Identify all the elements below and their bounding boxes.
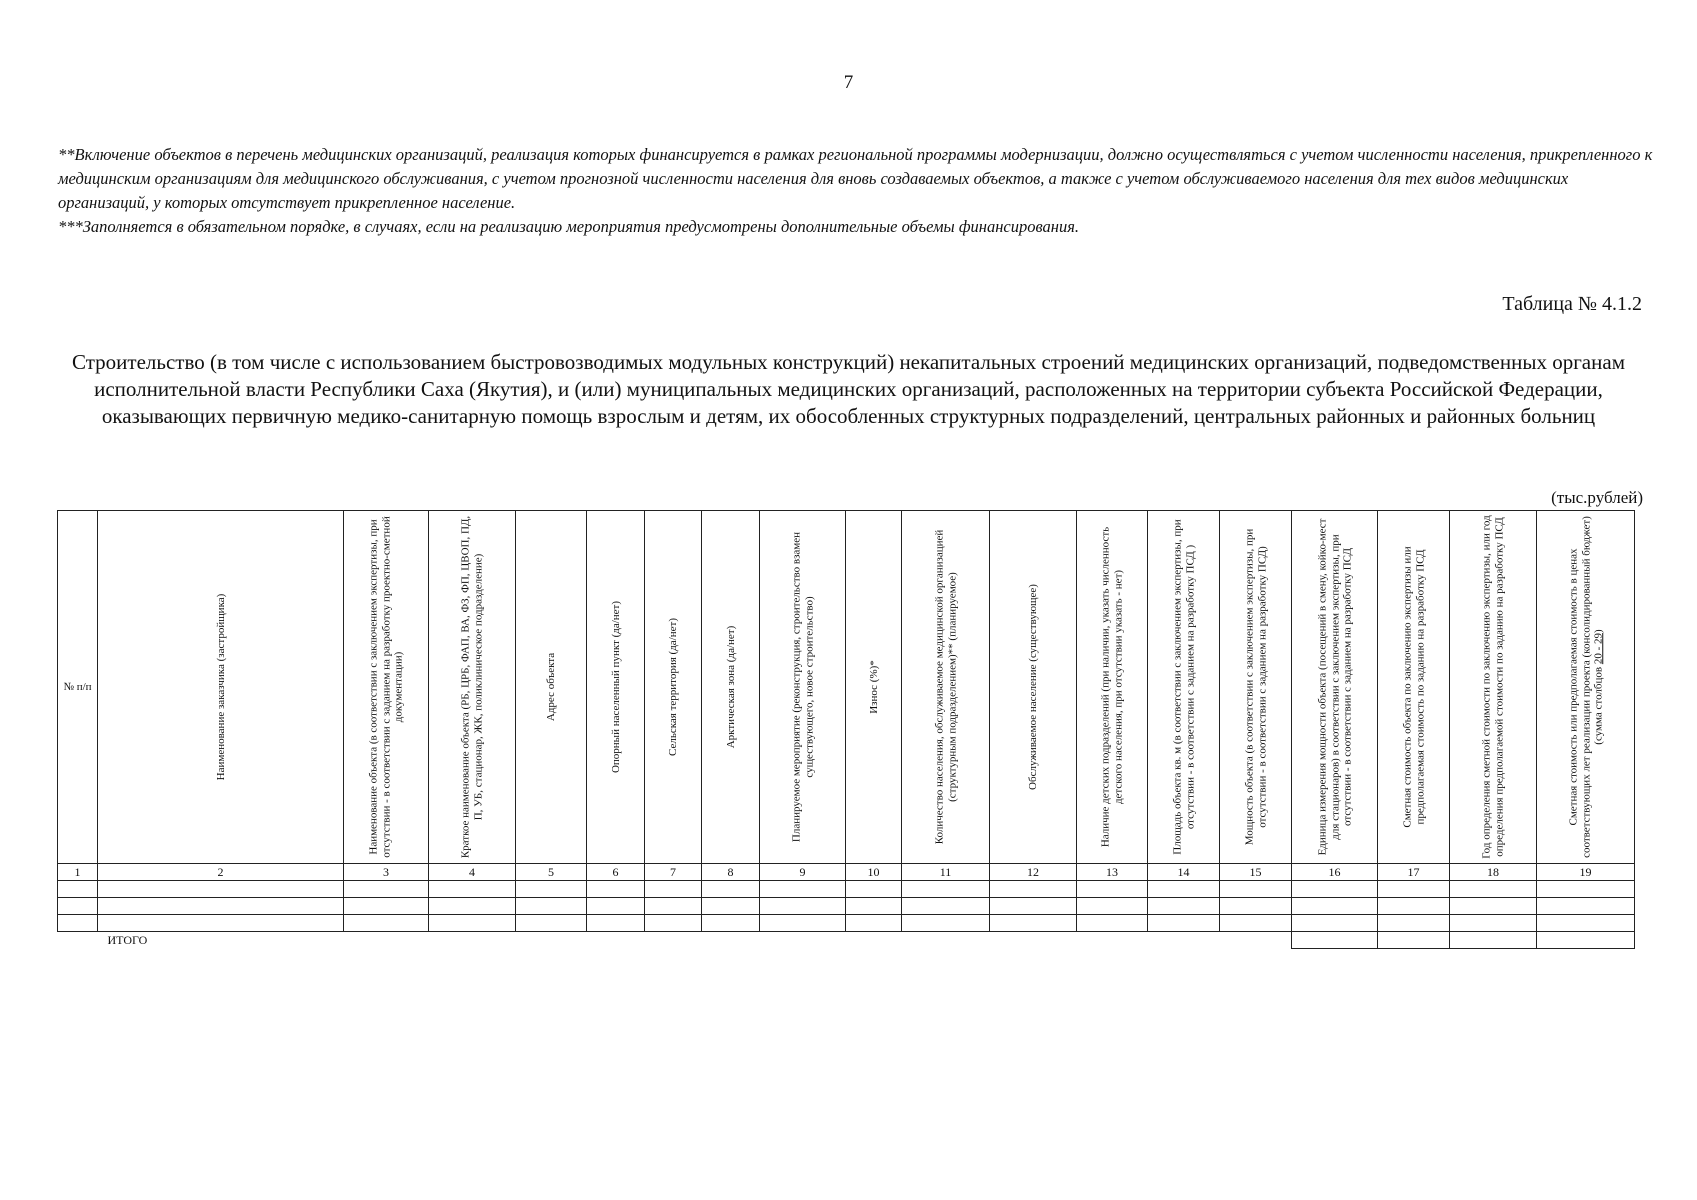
table-cell bbox=[1220, 915, 1292, 932]
table-cell bbox=[1537, 898, 1635, 915]
header-text: Сметная стоимость объекта по заключению экспертизы или предполагаемая стоимость по заданию на разработку ПСД bbox=[1401, 546, 1426, 828]
header-cell bbox=[1450, 511, 1537, 864]
table-cell bbox=[1537, 915, 1635, 932]
table-cell bbox=[702, 881, 760, 898]
table-cell bbox=[1077, 898, 1148, 915]
column-number: 4 bbox=[429, 864, 516, 881]
column-number-row bbox=[58, 864, 1635, 881]
table-cell bbox=[587, 915, 645, 932]
header-cell bbox=[846, 511, 902, 864]
table-row bbox=[58, 898, 1635, 915]
table-cell bbox=[344, 881, 429, 898]
header-column-ref: 20 - 29 bbox=[1591, 632, 1604, 665]
column-number: 14 bbox=[1148, 864, 1220, 881]
table-cell bbox=[1148, 881, 1220, 898]
header-text: Наименование объекта (в соответствии с заключением экспертизы, при отсутствии - в соответствии с заданием на разработку проектно-сметной документации) bbox=[367, 516, 405, 858]
column-number: 9 bbox=[760, 864, 846, 881]
table-cell bbox=[1450, 881, 1537, 898]
header-cell bbox=[902, 511, 990, 864]
footnote-additional-financing: ***Заполняется в обязательном порядке, в случаях, если на реализацию мероприятия предусмотрены дополнительные объемы финансирования. bbox=[58, 217, 1080, 236]
table-cell bbox=[645, 881, 702, 898]
table-cell bbox=[98, 881, 344, 898]
total-cell bbox=[1537, 932, 1635, 949]
table-cell bbox=[516, 898, 587, 915]
table-title: Строительство (в том числе с использованием быстровозводимых модульных конструкций) некапитальных строений медицинских организаций, подведомственных органам исполнительной власти Республики Саха (Якутия), и (или) муниципальных медицинских организаций, расположенных на территории субъекта Российской Федерации, оказывающих первичную медико-санитарную помощь взрослым и детям, их обособленных структурных подразделений, центральных районных и районных больниц bbox=[72, 350, 1625, 428]
table-row bbox=[58, 915, 1635, 932]
page-number: 7 bbox=[843, 72, 854, 93]
table-cell bbox=[1378, 898, 1450, 915]
table-cell bbox=[702, 915, 760, 932]
header-text: Сметная стоимость или предполагаемая стоимость в ценах соответствующих лет реализации проекта (консолидированный бюджет) (сумма столбцов bbox=[1566, 516, 1604, 858]
table-cell bbox=[1148, 915, 1220, 932]
table-cell bbox=[1292, 898, 1378, 915]
header-text: Обслуживаемое население (существующее) bbox=[1026, 584, 1039, 790]
total-cell bbox=[1450, 932, 1537, 949]
footnotes bbox=[58, 143, 1658, 239]
column-number: 17 bbox=[1378, 864, 1450, 881]
column-number: 15 bbox=[1220, 864, 1292, 881]
table-cell bbox=[98, 898, 344, 915]
column-number: 10 bbox=[846, 864, 902, 881]
header-text: Арктическая зона (да/нет) bbox=[724, 625, 737, 749]
construction-table bbox=[57, 510, 1635, 949]
header-cell bbox=[1077, 511, 1148, 864]
table-cell bbox=[429, 881, 516, 898]
units-label: (тыс.рублей) bbox=[1551, 488, 1643, 507]
table-cell bbox=[98, 915, 344, 932]
header-cell bbox=[990, 511, 1077, 864]
table-cell bbox=[587, 898, 645, 915]
table-cell bbox=[58, 881, 98, 898]
header-text: Наименование заказчика (застройщика) bbox=[214, 593, 227, 781]
header-text: Единица измерения мощности объекта (посещений в смену, койко-мест для стационаров) в соответствии с заключением экспертизы, при отсутствии - в соответствии с заданием на разработку ПСД bbox=[1315, 518, 1353, 856]
column-number: 16 bbox=[1292, 864, 1378, 881]
header-row bbox=[58, 511, 1635, 864]
total-cell bbox=[1292, 932, 1378, 949]
column-number: 2 bbox=[98, 864, 344, 881]
table-cell bbox=[587, 881, 645, 898]
table-row bbox=[58, 881, 1635, 898]
table-cell bbox=[902, 898, 990, 915]
table-cell bbox=[429, 915, 516, 932]
table-cell bbox=[1148, 898, 1220, 915]
header-text: Краткое наименование объекта (РБ, ЦРБ, ФАП, ВА, ФЗ, ФП, ЦВОП, ПД, П, УБ, стационар, ЖК, поликлиническое подразделение) bbox=[459, 515, 484, 859]
table-cell bbox=[516, 915, 587, 932]
table-cell bbox=[1220, 898, 1292, 915]
table-cell bbox=[58, 932, 98, 949]
table-cell bbox=[990, 898, 1077, 915]
column-number: 3 bbox=[344, 864, 429, 881]
header-cell bbox=[1220, 511, 1292, 864]
header-text: Площадь объекта кв. м (в соответствии с заключением экспертизы, при отсутствии - в соответствии с заданием на разработку ПСД ) bbox=[1171, 519, 1196, 855]
column-number: 8 bbox=[702, 864, 760, 881]
header-cell bbox=[1148, 511, 1220, 864]
table-cell bbox=[760, 898, 846, 915]
header-cell bbox=[344, 511, 429, 864]
table-cell bbox=[990, 915, 1077, 932]
total-cell bbox=[1378, 932, 1450, 949]
total-label: ИТОГО bbox=[107, 933, 148, 948]
table-cell bbox=[516, 881, 587, 898]
table-cell bbox=[1220, 881, 1292, 898]
table-cell bbox=[58, 915, 98, 932]
table-cell bbox=[846, 881, 902, 898]
table-cell bbox=[1450, 915, 1537, 932]
header-cell bbox=[516, 511, 587, 864]
column-number: 12 bbox=[990, 864, 1077, 881]
header-text: № п/п bbox=[63, 680, 92, 693]
column-number: 7 bbox=[645, 864, 702, 881]
table-cell bbox=[344, 898, 429, 915]
table-cell bbox=[344, 915, 429, 932]
header-text: Наличие детских подразделений (при наличии, указать численность детского населения, при отсутствии указать - нет) bbox=[1099, 526, 1124, 848]
table-cell bbox=[846, 915, 902, 932]
table-cell bbox=[1450, 898, 1537, 915]
column-number: 13 bbox=[1077, 864, 1148, 881]
table-cell bbox=[702, 898, 760, 915]
table-cell bbox=[645, 915, 702, 932]
table-cell bbox=[760, 915, 846, 932]
table-cell bbox=[1378, 881, 1450, 898]
header-text: Сельская территория (да/нет) bbox=[666, 618, 679, 756]
table-cell bbox=[58, 898, 98, 915]
table-cell bbox=[902, 915, 990, 932]
header-cell bbox=[429, 511, 516, 864]
table-cell bbox=[1077, 881, 1148, 898]
header-cell bbox=[58, 511, 98, 864]
column-number: 1 bbox=[58, 864, 98, 881]
table-cell bbox=[846, 898, 902, 915]
header-text: Опорный населенный пункт (да/нет) bbox=[609, 600, 622, 774]
header-text-last bbox=[1567, 514, 1605, 860]
footnote-modernization: **Включение объектов в перечень медицинских организаций, реализация которых финансируется в рамках региональной программы модернизации, должно осуществляться с учетом численности населения, прикрепленного к медицинским организациям для медицинского обслуживания, с учетом прогнозной численности населения для вновь создаваемых объектов, а также с учетом обслуживаемого населения для тех видов медицинских организаций, у которых отсутствует прикрепленное население. bbox=[58, 145, 1653, 212]
column-number: 18 bbox=[1450, 864, 1537, 881]
table-cell bbox=[645, 898, 702, 915]
column-number: 19 bbox=[1537, 864, 1635, 881]
column-number: 6 bbox=[587, 864, 645, 881]
header-text: Год определения сметной стоимости по заключению экспертизы, или год определения предполагаемой стоимости по заданию на разработку ПСД bbox=[1480, 515, 1505, 859]
header-text: Адрес объекта bbox=[544, 652, 557, 722]
table-cell bbox=[990, 881, 1077, 898]
header-text: Планируемое мероприятие (реконструкция, строительство взамен существующего, новое строительство) bbox=[790, 531, 815, 843]
table-cell bbox=[760, 881, 846, 898]
table-cell bbox=[1378, 915, 1450, 932]
header-cell bbox=[702, 511, 760, 864]
header-cell bbox=[98, 511, 344, 864]
table-cell bbox=[902, 881, 990, 898]
table-cell bbox=[1537, 881, 1635, 898]
header-cell bbox=[760, 511, 846, 864]
header-cell bbox=[1537, 511, 1635, 864]
total-row bbox=[58, 932, 1635, 949]
table-cell bbox=[1077, 915, 1148, 932]
table-cell bbox=[1292, 915, 1378, 932]
table-cell bbox=[1292, 881, 1378, 898]
header-cell bbox=[1292, 511, 1378, 864]
header-text: Мощность объекта (в соответствии с заключением экспертизы, при отсутствии - в соответствии с заданием на разработку ПСД) bbox=[1243, 528, 1268, 846]
table-cell bbox=[429, 898, 516, 915]
header-cell bbox=[645, 511, 702, 864]
header-cell bbox=[587, 511, 645, 864]
header-close: ) bbox=[1591, 629, 1604, 633]
column-number: 5 bbox=[516, 864, 587, 881]
column-number: 11 bbox=[902, 864, 990, 881]
header-text: Количество населения, обслуживаемое медицинской организацией (структурным подразделением)** (планируемое) bbox=[933, 529, 958, 845]
table-number: Таблица № 4.1.2 bbox=[1502, 293, 1642, 315]
header-cell bbox=[1378, 511, 1450, 864]
header-text: Износ (%)* bbox=[867, 660, 880, 714]
